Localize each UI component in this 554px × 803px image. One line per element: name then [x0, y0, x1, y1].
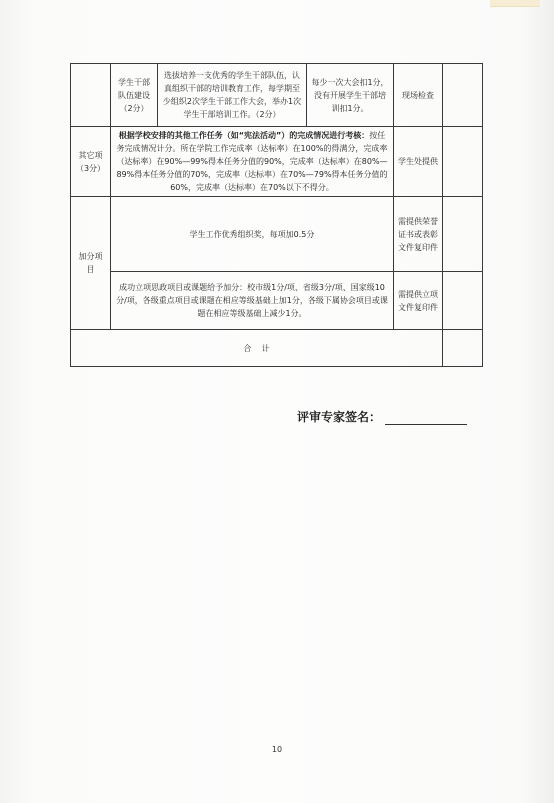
corner-tab-mark: [490, 0, 540, 7]
score-cell: [443, 127, 483, 197]
table-row: [71, 64, 483, 127]
requirement-heading: 根据学校安排的其他工作任务（如“宪法活动”）的完成情况进行考核：: [118, 131, 370, 140]
requirement-cell: 学生工作优秀组织奖，每项加0.5分: [111, 197, 394, 272]
page-number: 10: [271, 745, 283, 754]
item-cell: 学生干部队伍建设（2分）: [111, 64, 158, 127]
category-cell-empty: [71, 64, 111, 127]
method-cell: 学生处提供: [394, 127, 443, 197]
category-cell: 其它项（3分）: [71, 127, 111, 197]
total-label: 合 计: [71, 330, 443, 367]
requirement-text: 按任务完成情况计分。所在学院工作完成率（达标率）在100%的得满分，完成率（达标率）在90%—99%得本任务分值的90%，完成率（达标率）在80%—89%得本任务分值的70%，完成率（达标率）在70%—79%得本任务分值的60%，完成率（达标率）在70%以下不得分。: [116, 131, 388, 192]
method-cell: 现场检查: [394, 64, 443, 127]
requirement-cell: 选拔培养一支优秀的学生干部队伍，认真组织干部的培训教育工作，每学期至少组织2次学生干部工作大会，举办1次学生干部培训工作。（2分）: [158, 64, 307, 127]
category-cell: 加分项目: [71, 197, 111, 330]
table-row: [71, 330, 483, 367]
signature-line: [385, 413, 467, 425]
signature-label: 评审专家签名：: [297, 410, 382, 424]
method-cell: 需提供立项文件复印件: [394, 272, 443, 330]
scoring-table: [70, 63, 483, 367]
method-cell: 需提供荣誉证书或表彰文件复印件: [394, 197, 443, 272]
requirement-cell: [111, 127, 394, 197]
total-score-cell: [443, 330, 483, 367]
score-cell: [443, 197, 483, 272]
requirement-cell: 成功立项思政项目或课题给予加分：校市级1分/项、省级3分/项、国家级10分/项，各级重点项目或课题在相应等级基础上加1分，各级下属协会项目或课题在相应等级基础上减少1分。: [111, 272, 394, 330]
deduction-cell: 每少一次大会扣1分，没有开展学生干部培训扣1分。: [307, 64, 394, 127]
reviewer-signature: [297, 408, 467, 425]
table-row: [71, 272, 483, 330]
score-cell: [443, 64, 483, 127]
table-row: [71, 127, 483, 197]
table-row: [71, 197, 483, 272]
score-cell: [443, 272, 483, 330]
